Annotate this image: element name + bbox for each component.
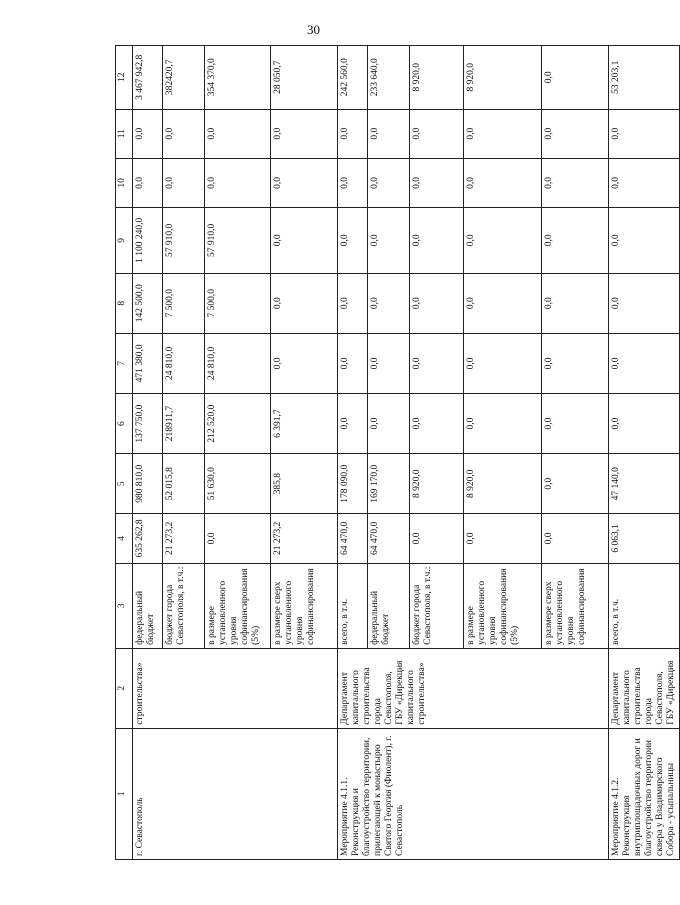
value: 0,0	[464, 208, 542, 273]
value: 8 920,0	[410, 46, 464, 109]
funding-source-cell	[133, 563, 338, 648]
value-cell	[133, 273, 338, 333]
value: 57 910,0	[163, 208, 205, 273]
value: 52 015,8	[163, 454, 205, 513]
value: 0,0	[338, 334, 368, 393]
executor-cell: Департамент капитального строительства города Севастополя, ГБУ «Дирекция капитального строительства»	[338, 648, 609, 728]
value: 0,0	[544, 532, 554, 545]
value: 0,0	[205, 514, 271, 562]
value-cell	[609, 393, 680, 453]
value: 242 560,0	[338, 46, 368, 109]
value: 0,0	[410, 334, 464, 393]
value: 57 910,0	[205, 208, 271, 273]
value: 0,0	[163, 110, 205, 158]
column-header: 7	[116, 333, 133, 393]
value: 64 470,0	[338, 514, 368, 562]
value: 0,0	[464, 274, 542, 333]
value: 0,0	[410, 110, 464, 158]
value: 0,0	[273, 127, 283, 140]
funding-source: федеральный бюджет	[368, 564, 410, 648]
measure-cell: г. Севастополь	[133, 728, 338, 859]
value: 0,0	[544, 234, 554, 247]
value: 137 750,0	[133, 394, 163, 453]
executor-cell: Департамент капитального строительства города Севастополя, ГБУ «Дирекция	[609, 648, 680, 728]
value: 0,0	[464, 334, 542, 393]
value: 21 273,2	[163, 514, 205, 562]
value: 64 470,0	[368, 514, 410, 562]
value: 169 170,0	[368, 454, 410, 513]
value-cell	[609, 109, 680, 158]
value-cell	[338, 158, 609, 207]
value: 0,0	[368, 159, 410, 207]
value: 0,0	[205, 159, 271, 207]
budget-table	[115, 45, 680, 860]
value: 8 920,0	[464, 454, 542, 513]
value: 6 063,1	[611, 524, 621, 553]
value: 0,0	[544, 297, 554, 310]
value: 0,0	[273, 297, 283, 310]
value: 0,0	[410, 274, 464, 333]
value: 0,0	[368, 110, 410, 158]
value-cell	[609, 273, 680, 333]
value: 0,0	[464, 110, 542, 158]
value: 0,0	[273, 234, 283, 247]
funding-source-cell	[609, 563, 680, 648]
value: 0,0	[410, 394, 464, 453]
value: 0,0	[611, 127, 621, 140]
value: 1 100 240,0	[133, 208, 163, 273]
value: 7 500,0	[205, 274, 271, 333]
value-cell	[609, 514, 680, 563]
funding-source: всего, в т.ч.	[338, 564, 368, 648]
executor-cell: строительства»	[133, 648, 338, 728]
value: 24 810,0	[205, 334, 271, 393]
value: 0,0	[338, 110, 368, 158]
funding-source-cell	[338, 563, 609, 648]
column-header: 10	[116, 158, 133, 207]
value: 0,0	[544, 477, 554, 490]
value: 0,0	[133, 159, 163, 207]
value: 0,0	[544, 417, 554, 430]
value-cell	[133, 207, 338, 273]
value: 0,0	[544, 71, 554, 84]
column-header: 9	[116, 207, 133, 273]
value-cell	[609, 158, 680, 207]
value: 3 467 942,8	[133, 46, 163, 109]
value: 0,0	[338, 208, 368, 273]
value-cell	[338, 207, 609, 273]
value: 0,0	[368, 208, 410, 273]
value: 0,0	[544, 176, 554, 189]
value: 0,0	[611, 297, 621, 310]
value: 0,0	[338, 159, 368, 207]
value: 218911,7	[163, 394, 205, 453]
page-number: 30	[307, 22, 320, 37]
value: 0,0	[464, 514, 542, 562]
value: 24 810,0	[163, 334, 205, 393]
value: 0,0	[338, 274, 368, 333]
measure-cell: Мероприятие 4.1.1. Реконструкция и благоустройство территории, прилегающей к монастырю Святого Георгия (Фиолент), г. Севастополь	[338, 728, 609, 859]
value-cell	[338, 46, 609, 110]
column-header: 2	[116, 648, 133, 728]
value-cell	[133, 514, 338, 563]
value: 0,0	[368, 274, 410, 333]
value: 0,0	[410, 208, 464, 273]
value: 0,0	[368, 394, 410, 453]
value: 0,0	[544, 357, 554, 370]
table-row	[338, 46, 609, 860]
column-header: 11	[116, 109, 133, 158]
value-cell	[609, 454, 680, 514]
header-row	[116, 46, 133, 860]
value: 8 920,0	[410, 454, 464, 513]
value-cell	[338, 514, 609, 563]
value-cell	[338, 393, 609, 453]
value-cell	[338, 109, 609, 158]
value: 0,0	[464, 394, 542, 453]
value: 0,0	[410, 514, 464, 562]
funding-source: всего, в т.ч.	[611, 598, 621, 645]
value: 51 630,0	[205, 454, 271, 513]
funding-source: в размере сверх установленного уровня софинансирования	[544, 568, 587, 645]
value: 0,0	[163, 159, 205, 207]
value-cell	[133, 333, 338, 393]
value: 0,0	[544, 127, 554, 140]
column-header: 8	[116, 273, 133, 333]
funding-source: в размере установленного уровня софинансирования (5%)	[205, 564, 271, 648]
value-cell	[133, 454, 338, 514]
value: 354 370,0	[205, 46, 271, 109]
value: 471 380,0	[133, 334, 163, 393]
funding-source: бюджет города Севастополя, в т.ч.:	[410, 564, 464, 648]
value-cell	[609, 46, 680, 110]
column-header: 12	[116, 46, 133, 110]
funding-source: в размере установленного уровня софинансирования (5%)	[464, 564, 542, 648]
value-cell	[338, 454, 609, 514]
value-cell	[609, 333, 680, 393]
table-row	[609, 46, 680, 860]
value: 980 810,0	[133, 454, 163, 513]
column-header: 6	[116, 393, 133, 453]
value: 0,0	[338, 394, 368, 453]
value: 53 203,1	[611, 60, 621, 94]
value: 47 140,0	[611, 467, 621, 501]
value: 0,0	[611, 234, 621, 247]
table-viewport	[115, 45, 676, 860]
column-header: 1	[116, 728, 133, 859]
funding-source: бюджет города Севастополя, в т.ч.:	[163, 564, 205, 648]
value: 7 500,0	[163, 274, 205, 333]
value-cell	[338, 273, 609, 333]
funding-source: в размере сверх установленного уровня софинансирования	[273, 568, 316, 645]
column-header: 4	[116, 514, 133, 563]
value: 635 262,8	[133, 514, 163, 562]
value: 142 500,0	[133, 274, 163, 333]
value: 0,0	[368, 334, 410, 393]
value: 0,0	[464, 159, 542, 207]
value-cell	[133, 158, 338, 207]
value: 28 050,7	[273, 60, 283, 94]
value: 0,0	[611, 357, 621, 370]
column-header: 3	[116, 563, 133, 648]
measure-cell: Мероприятие 4.1.2. Реконструкция внутриплощадочных дорог и благоустройство территории сквера у Владимирского Собора - усыпальницы	[609, 728, 680, 859]
value: 0,0	[611, 417, 621, 430]
value: 0,0	[273, 176, 283, 189]
value: 233 640,0	[368, 46, 410, 109]
value: 0,0	[410, 159, 464, 207]
value: 0,0	[205, 110, 271, 158]
value: 212 520,0	[205, 394, 271, 453]
value: 178 090,0	[338, 454, 368, 513]
value: 21 273,2	[273, 521, 283, 556]
value-cell	[133, 109, 338, 158]
table-row	[133, 46, 338, 860]
value: 385,8	[273, 473, 283, 495]
funding-source: федеральный бюджет	[133, 564, 163, 648]
value: 0,0	[611, 176, 621, 189]
value-cell	[133, 46, 338, 110]
value-cell	[338, 333, 609, 393]
value: 0,0	[133, 110, 163, 158]
value: 382420,7	[163, 46, 205, 109]
value-cell	[133, 393, 338, 453]
value-cell	[609, 207, 680, 273]
column-header: 5	[116, 454, 133, 514]
value: 8 920,0	[464, 46, 542, 109]
value: 6 391,7	[273, 409, 283, 438]
value: 0,0	[273, 357, 283, 370]
